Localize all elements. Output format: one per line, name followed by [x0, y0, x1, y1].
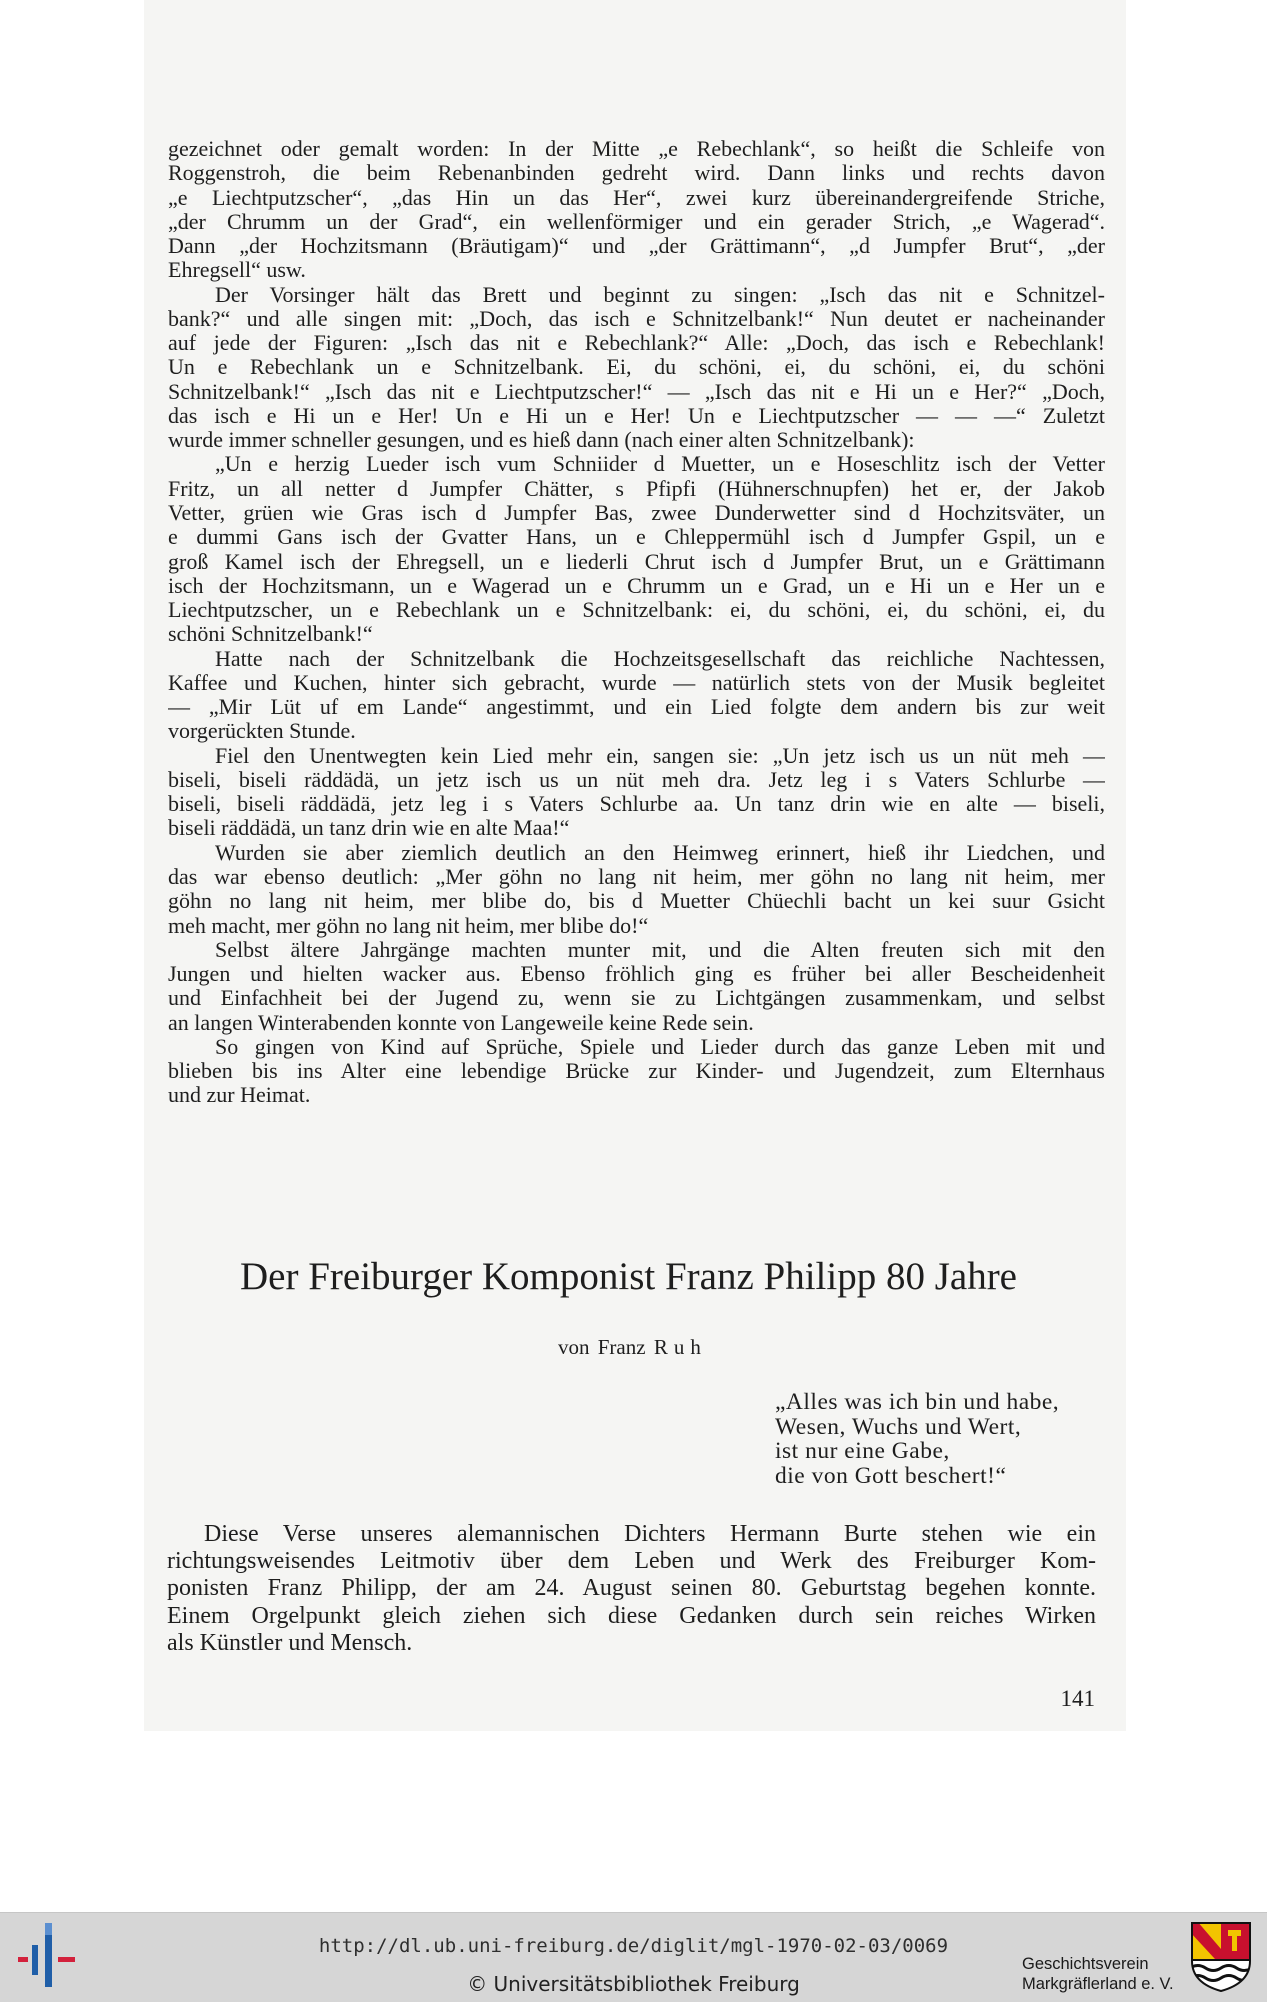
- text-line: an langen Winterabenden konnte von Langeweile keine Rede sein.: [168, 1010, 754, 1035]
- text-line: biseli räddädä, un tanz drin wie en alte Maa!“: [168, 816, 570, 841]
- epigraph-line: die von Gott beschert!“: [775, 1462, 1007, 1489]
- text-line: ponisten Franz Philipp, der am 24. August seinen 80. Geburtstag begehen konnte.: [167, 1575, 1096, 1602]
- text-line: Vetter, grüen wie Gras isch d Jumpfer Bas, zwee Dunderwetter sind d Hochzitsväter, un: [168, 500, 1105, 525]
- text-line: göhn no lang nit heim, mer blibe do, bis d Muetter Chüechli bacht un kei suur Gsicht: [168, 889, 1105, 914]
- text-line: „e Liechtputzscher“, „das Hin un das Her“, zwei kurz übereinandergreifende Striche,: [168, 185, 1105, 210]
- permalink-url[interactable]: http://dl.ub.uni-freiburg.de/diglit/mgl-1970-02-03/0069: [318, 1935, 949, 1957]
- text-line: Roggenstroh, die beim Rebenanbinden gedreht wird. Dann links und rechts davon: [168, 161, 1105, 186]
- text-line: „der Chrumm un der Grad“, ein wellenförmiger und ein gerader Strich, „e Wagerad“.: [168, 209, 1105, 234]
- text-line: schöni Schnitzelbank!“: [168, 622, 373, 647]
- text-line: Dann „der Hochzitsmann (Bräutigam)“ und „der Grättimann“, „d Jumpfer Brut“, „der: [168, 234, 1105, 259]
- body-text: [168, 137, 1105, 1108]
- epigraph: [775, 1390, 1059, 1488]
- text-line: So gingen von Kind auf Sprüche, Spiele und Lieder durch das ganze Leben mit und: [215, 1034, 1105, 1059]
- paragraph: [168, 283, 1105, 453]
- text-line: das isch e Hi un e Her! Un e Hi un e Her! Un e Liechtputzscher — — —“ Zuletzt: [168, 403, 1105, 428]
- society-name: [1022, 1954, 1174, 1994]
- text-line: Diese Verse unseres alemannischen Dichters Hermann Burte stehen wie ein: [204, 1521, 1096, 1547]
- paragraph: [168, 744, 1105, 841]
- text-line: Un e Rebechlank un e Schnitzelbank. Ei, du schöni, ei, du schöni, ei, du schöni: [168, 355, 1105, 380]
- society-name-line: Geschichtsverein: [1022, 1955, 1149, 1973]
- text-line: wurde immer schneller gesungen, und es hieß dann (nach einer alten Schnitzelbank):: [168, 428, 915, 453]
- text-line: Einem Orgelpunkt gleich ziehen sich diese Gedanken durch sein reiches Wirken: [167, 1602, 1096, 1629]
- paragraph: [168, 1035, 1105, 1108]
- byline-author: Ruh: [653, 1335, 707, 1359]
- text-line: Jungen und hielten wacker aus. Ebenso fröhlich ging es früher bei aller Bescheidenheit: [168, 962, 1105, 987]
- text-line: Hatte nach der Schnitzelbank die Hochzeitsgesellschaft das reichliche Nachtessen,: [215, 646, 1105, 671]
- text-line: isch der Hochzitsmann, un e Wagerad un e Chrumm un e Grad, un e Hi un e Her un e: [168, 573, 1105, 598]
- text-line: das war ebenso deutlich: „Mer göhn no lang nit heim, mer göhn no lang nit heim, mer: [168, 864, 1105, 889]
- paragraph: [168, 647, 1105, 744]
- epigraph-line: „Alles was ich bin und habe,: [775, 1389, 1060, 1415]
- text-line: Selbst ältere Jahrgänge machten munter mit, und die Alten freuten sich mit den: [215, 937, 1105, 962]
- text-line: „Un e herzig Lueder isch vum Schniider d Muetter, un e Hoseschlitz isch der Vetter: [215, 452, 1105, 477]
- text-line: groß Kamel isch der Ehregsell, un e liederli Chrut isch d Jumpfer Brut, un e Grättimann: [168, 549, 1105, 574]
- text-line: Fritz, un all netter d Jumpfer Chätter, s Pfipfi (Hühnerschnupfen) het er, der Jakob: [168, 476, 1105, 501]
- text-line: als Künstler und Mensch.: [167, 1629, 413, 1656]
- text-line: und Einfachheit bei der Jugend zu, wenn sie zu Lichtgängen zusammenkam, und selbst: [168, 986, 1105, 1011]
- text-line: gezeichnet oder gemalt worden: In der Mitte „e Rebechlank“, so heißt die Schleife von: [168, 137, 1105, 161]
- paragraph: [168, 841, 1105, 938]
- text-line: Ehregsell“ usw.: [168, 258, 306, 283]
- page-number: 141: [1060, 1686, 1095, 1711]
- text-line: Fiel den Unentwegten kein Lied mehr ein, sangen sie: „Un jetz isch us un nüt meh —: [215, 743, 1105, 768]
- epigraph-line: Wesen, Wuchs und Wert,: [775, 1413, 1022, 1440]
- text-line: bank?“ und alle singen mit: „Doch, das isch e Schnitzelbank!“ Nun deutet er nacheinander: [168, 306, 1105, 331]
- epigraph-line: ist nur eine Gabe,: [775, 1438, 950, 1465]
- text-line: blieben bis ins Alter eine lebendige Brücke zur Kinder- und Jugendzeit, zum Elternhaus: [168, 1059, 1105, 1084]
- text-line: Schnitzelbank!“ „Isch das nit e Liechtputzscher!“ — „Isch das nit e Hi un e Her?“ „Doch,: [168, 379, 1105, 404]
- text-line: Wurden sie aber ziemlich deutlich an den Heimweg erinnert, hieß ihr Liedchen, und: [215, 840, 1105, 865]
- text-line: und zur Heimat.: [168, 1083, 311, 1108]
- text-line: Kaffee und Kuchen, hinter sich gebracht, wurde — natürlich stets von der Musik begleitet: [168, 670, 1105, 695]
- footer-bar: [0, 1912, 1267, 2002]
- text-line: vorgerückten Stunde.: [168, 719, 356, 744]
- text-line: Der Vorsinger hält das Brett und beginnt zu singen: „Isch das nit e Schnitzel-: [215, 282, 1105, 307]
- text-line: meh macht, mer göhn no lang nit heim, mer blibe do!“: [168, 913, 649, 938]
- byline: [558, 1335, 707, 1359]
- copyright-notice: © Universitätsbibliothek Freiburg: [467, 1972, 800, 1996]
- byline-prefix: von Franz: [558, 1335, 646, 1359]
- article-title: Der Freiburger Komponist Franz Philipp 80 Jahre: [240, 1255, 1017, 1298]
- paragraph: [168, 137, 1105, 283]
- text-line: biseli, biseli räddädä, un jetz isch us un nüt meh dra. Jetz leg i s Vaters Schlurbe —: [168, 767, 1105, 792]
- text-line: biseli, biseli räddädä, jetz leg i s Vaters Schlurbe aa. Un tanz drin wie en alte — biseli,: [168, 792, 1105, 817]
- text-line: auf jede der Figuren: „Isch das nit e Rebechlank?“ Alle: „Doch, das isch e Rebechlank!: [168, 331, 1105, 356]
- text-line: Liechtputzscher, un e Rebechlank un e Schnitzelbank: ei, du schöni, ei, du schöni, ei, du: [168, 598, 1105, 623]
- intro-paragraph: [167, 1521, 1096, 1657]
- text-line: — „Mir Lüt uf em Lande“ angestimmt, und ein Lied folgte dem andern bis zur weit: [168, 695, 1105, 720]
- text-line: richtungsweisendes Leitmotiv über dem Leben und Werk des Freiburger Kom-: [167, 1548, 1096, 1575]
- coat-of-arms-icon: [1190, 1921, 1252, 1993]
- paragraph: [168, 938, 1105, 1035]
- quoted-verse-paragraph: [168, 452, 1105, 646]
- society-name-line: Markgräflerland e. V.: [1022, 1975, 1174, 1993]
- text-line: e dummi Gans isch der Gvatter Hans, un e Chleppermühl isch d Jumpfer Gspil, un e: [168, 525, 1105, 550]
